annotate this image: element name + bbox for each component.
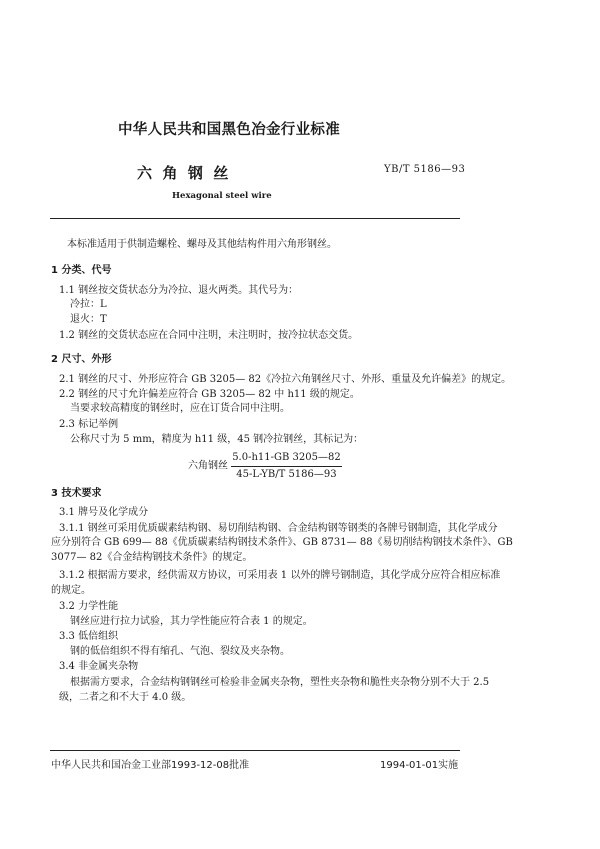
clause-3-4-line-2: 级，二者之和不大于 4.0 级。 bbox=[59, 692, 192, 703]
clause-3-1-1-line-3: 3077— 82《合金结构钢技术条件》的规定。 bbox=[51, 552, 253, 563]
approval-line: 中华人民共和国冶金工业部1993-12-08批准 bbox=[51, 760, 250, 771]
standard-code: YB/T 5186—93 bbox=[384, 164, 466, 175]
clause-3-1-2-line-1: 3.1.2 根据需方要求，经供需双方协议，可采用表 1 以外的牌号钢制造，其化学成分应符合相应标准 bbox=[59, 570, 501, 581]
clause-2-3-example: 公称尺寸为 5 mm，精度为 h11 级，45 钢冷拉钢丝，其标记为： bbox=[70, 434, 364, 445]
section-3-heading: 3 技术要求 bbox=[51, 488, 102, 499]
clause-1-2: 1.2 钢丝的交货状态应在合同中注明，未注明时，按冷拉状态交货。 bbox=[59, 330, 359, 341]
clause-2-2: 2.2 钢丝的尺寸允许偏差应符合 GB 3205— 82 中 h11 级的规定。 bbox=[59, 389, 360, 400]
clause-3-1: 3.1 牌号及化学成分 bbox=[59, 507, 149, 518]
intro-text: 本标准适用于供制造螺栓、螺母及其他结构件用六角形钢丝。 bbox=[67, 239, 337, 250]
effective-date: 1994-01-01实施 bbox=[380, 760, 459, 771]
section-1-heading: 1 分类、代号 bbox=[51, 265, 112, 276]
clause-2-3: 2.3 标记举例 bbox=[59, 419, 119, 430]
clause-3-1-1-line-1: 3.1.1 钢丝可采用优质碳素结构钢、易切削结构钢、合金结构钢等钢类的各牌号钢制造，其化学成分 bbox=[59, 523, 498, 534]
clause-3-1-1-line-2: 应分别符合 GB 699— 88《优质碳素结构钢技术条件》、GB 8731— 88《易切削结构钢技术条件》、GB bbox=[51, 537, 513, 548]
document-title: 六 角 钢 丝 bbox=[137, 164, 229, 182]
clause-3-2-text: 钢丝应进行拉力试验，其力学性能应符合表 1 的规定。 bbox=[70, 616, 313, 627]
clause-1-1-code-l: 冷拉：L bbox=[70, 299, 107, 310]
clause-2-2-note: 当要求较高精度的钢丝时，应在订货合同中注明。 bbox=[70, 403, 290, 414]
org-title: 中华人民共和国黑色冶金行业标准 bbox=[118, 122, 340, 138]
clause-1-1-code-t: 退火：T bbox=[70, 314, 107, 325]
clause-3-4-line-1: 根据需方要求，合金结构钢钢丝可检验非金属夹杂物，塑性夹杂物和脆性夹杂物分别不大于 2.5 bbox=[70, 677, 490, 688]
header-rule bbox=[50, 218, 460, 219]
section-2-heading: 2 尺寸、外形 bbox=[51, 354, 112, 365]
clause-3-1-2-line-2: 的规定。 bbox=[51, 585, 91, 596]
clause-3-2: 3.2 力学性能 bbox=[59, 601, 119, 612]
marking-fraction bbox=[231, 451, 342, 482]
clause-3-3-text: 钢的低倍组织不得有缩孔、气泡、裂纹及夹杂物。 bbox=[70, 646, 290, 657]
english-title: Hexagonal steel wire bbox=[172, 191, 272, 201]
marking-denominator: 45-L-YB/T 5186—93 bbox=[236, 469, 337, 480]
footer-rule bbox=[50, 750, 460, 751]
clause-3-4: 3.4 非金属夹杂物 bbox=[59, 661, 139, 672]
clause-2-1: 2.1 钢丝的尺寸、外形应符合 GB 3205— 82《冷拉六角钢丝尺寸、外形、重量及允许偏差》的规定。 bbox=[59, 374, 512, 385]
marking-example bbox=[188, 451, 342, 482]
clause-1-1: 1.1 钢丝按交货状态分为冷拉、退火两类。其代号为： bbox=[59, 285, 299, 296]
clause-3-3: 3.3 低倍组织 bbox=[59, 631, 119, 642]
marking-numerator: 5.0-h11-GB 3205—82 bbox=[231, 451, 342, 467]
marking-label: 六角钢丝 bbox=[188, 460, 228, 472]
